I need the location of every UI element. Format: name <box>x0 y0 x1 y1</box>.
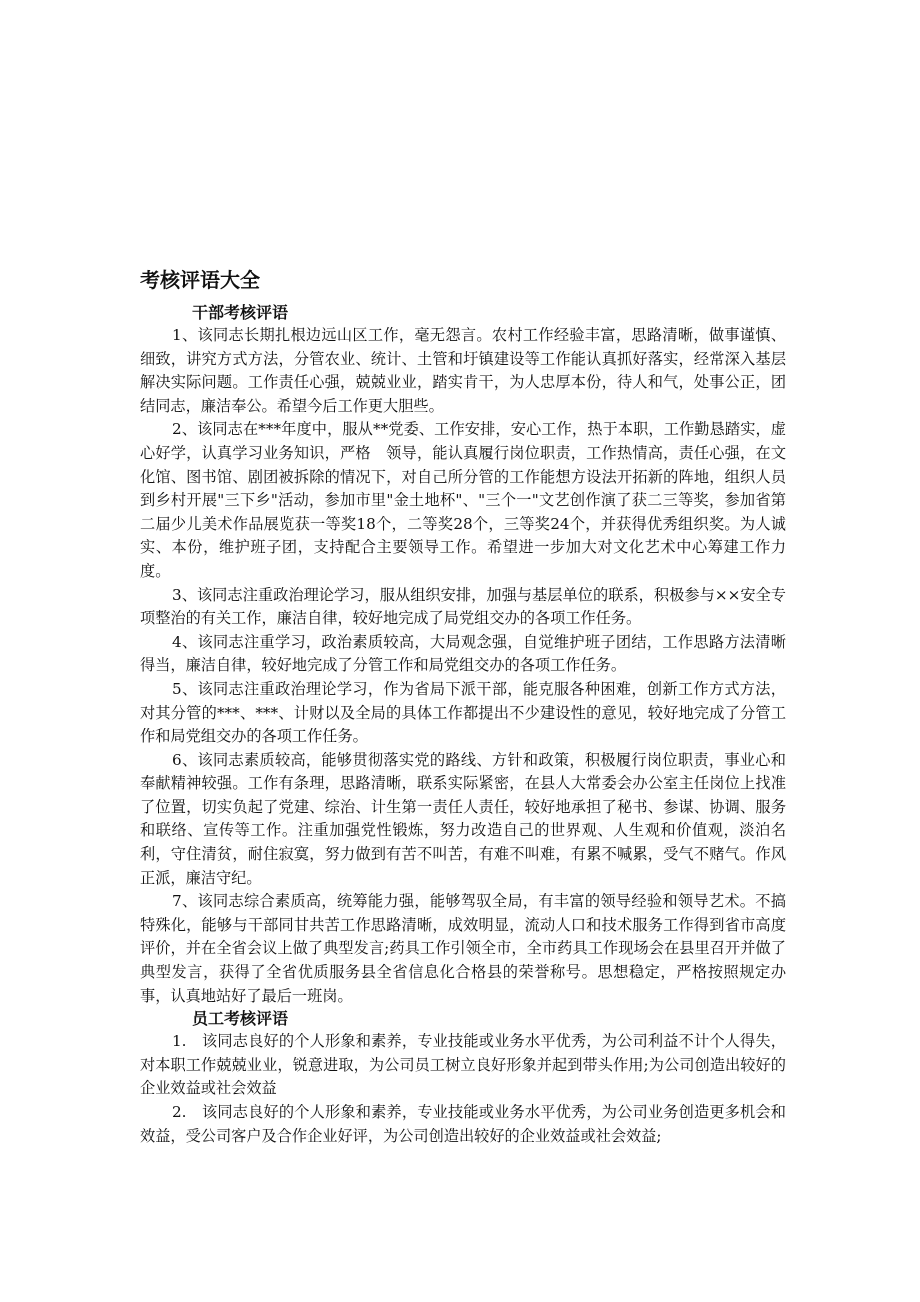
paragraph: 7、该同志综合素质高，统筹能力强，能够驾驭全局，有丰富的领导经验和领导艺术。不搞特殊化，能够与干部同甘共苦工作思路清晰，成效明显，流动人口和技术服务工作得到省市高度评价，并在全省会议上做了典型发言;药具工作引领全市，全市药具工作现场会在县里召开并做了典型发言，获得了全省优质服务县全省信息化合格县的荣誉称号。思想稳定，严格按照规定办事，认真地站好了最后一班岗。 <box>140 892 786 1005</box>
paragraph: 3、该同志注重政治理论学习，服从组织安排，加强与基层单位的联系，积极参与××安全专项整治的有关工作，廉洁自律，较好地完成了局党组交办的各项工作任务。 <box>140 585 786 628</box>
document-body <box>140 266 786 1148</box>
paragraph: 1. 该同志良好的个人形象和素养，专业技能或业务水平优秀，为公司利益不计个人得失，对本职工作兢兢业业，锐意进取，为公司员工树立良好形象并起到带头作用;为公司创造出较好的企业效益或社会效益 <box>140 1032 786 1098</box>
section-cadre <box>140 302 786 1008</box>
paragraph: 6、该同志素质较高，能够贯彻落实党的路线、方针和政策，积极履行岗位职责，事业心和奉献精神较强。工作有条理，思路清晰，联系实际紧密，在县人大常委会办公室主任岗位上找准了位置，切实负起了党建、综治、计生第一责任人责任，较好地承担了秘书、参谋、协调、服务和联络、宣传等工作。注重加强党性锻炼，努力改造自己的世界观、人生观和价值观，淡泊名利，守住清贫，耐住寂寞，努力做到有苦不叫苦，有难不叫难，有累不喊累，受气不赌气。作风正派，廉洁守纪。 <box>140 750 786 887</box>
paragraph: 4、该同志注重学习，政治素质较高，大局观念强，自觉维护班子团结，工作思路方法清晰得当，廉洁自律，较好地完成了分管工作和局党组交办的各项工作任务。 <box>140 632 786 675</box>
section-title: 干部考核评语 <box>192 303 289 322</box>
paragraph: 2、该同志在***年度中，服从**党委、工作安排，安心工作，热于本职，工作勤恳踏实，虚心好学，认真学习业务知识，严格 领导，能认真履行岗位职责，工作热情高，责任心强，在文化馆、图书馆、剧团被拆除的情况下，对自己所分管的工作能想方设法开拓新的阵地，组织人员到乡村开展"三下乡"活动，参加市里"金土地杯"、"三个一"文艺创作演了获二三等奖，参加省第二届少儿美术作品展览获一等奖18个，二等奖28个，三等奖24个，并获得优秀组织奖。为人诚实、本份，维护班子团，支持配合主要领导工作。希望进一步加大对文化艺术中心筹建工作力度。 <box>140 420 786 580</box>
document-title: 考核评语大全 <box>140 268 260 292</box>
section-employee <box>140 1008 786 1148</box>
paragraph: 2. 该同志良好的个人形象和素养，专业技能或业务水平优秀，为公司业务创造更多机会和效益，受公司客户及合作企业好评，为公司创造出较好的企业效益或社会效益; <box>140 1103 786 1145</box>
paragraph: 5、该同志注重政治理论学习，作为省局下派干部，能克服各种困难，创新工作方式方法，对其分管的***、***、计财以及全局的具体工作都提出不少建设性的意见，较好地完成了分管工作和局党组交办的各项工作任务。 <box>140 679 786 746</box>
section-title: 员工考核评语 <box>192 1009 289 1029</box>
paragraph: 1、该同志长期扎根边远山区工作，毫无怨言。农村工作经验丰富，思路清晰，做事谨慎、细致，讲究方式方法，分管农业、统计、土管和圩镇建设等工作能认真抓好落实，经常深入基层解决实际问题。工作责任心强，兢兢业业，踏实肯干，为人忠厚本份，待人和气，处事公正，团结同志，廉洁奉公。希望今后工作更大胆些。 <box>140 326 786 415</box>
